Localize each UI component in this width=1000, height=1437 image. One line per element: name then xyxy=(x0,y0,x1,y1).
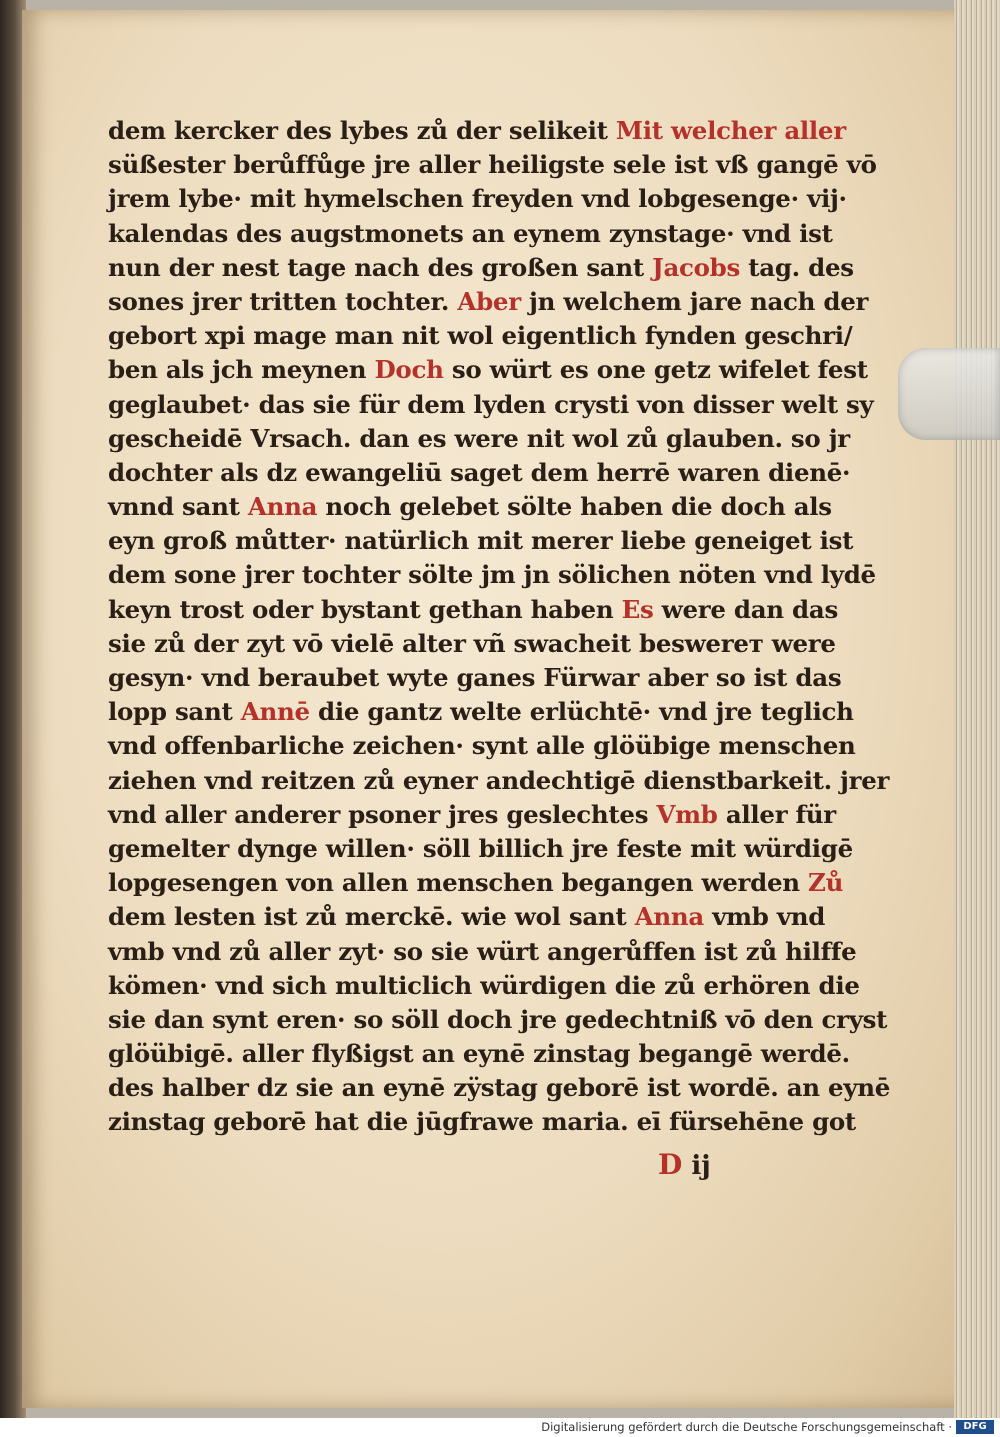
text-line: ben als jch meynen Doch so würt es one getz wifelet fest xyxy=(108,355,868,385)
text-line: vnd aller anderer psoner jres geslechtes Vmb aller für xyxy=(108,799,836,829)
dfg-logo: DFG xyxy=(956,1420,994,1434)
text-line: kömen· vnd sich multiclich würdigen die zů erhören die xyxy=(108,970,860,1000)
text-line: vnd offenbarliche zeichen· synt alle glöübige menschen xyxy=(108,731,856,761)
text-line: dem sone jrer tochter sölte jm jn sölichen nöten vnd lydē xyxy=(108,560,876,590)
text-line: süßester berůffůge jre aller heiligste sele ist vß gangē vō xyxy=(108,150,877,180)
text-line: geglaubet· das sie für dem lyden crysti von disser welt sy xyxy=(108,389,874,419)
text-line: sones jrer tritten tochter. Aber jn welchem jare nach der xyxy=(108,286,869,316)
text-line: sie zů der zyt vō vielē alter vñ swacheit beswerет were xyxy=(108,628,836,658)
page-stack-edge xyxy=(954,0,1000,1418)
text-line: vnnd sant Anna noch gelebet sölte haben die doch als xyxy=(108,492,832,522)
page-clip xyxy=(898,348,1000,440)
text-line: lopp sant Annē die gantz welte erlüchtē· vnd jre teglich xyxy=(108,697,854,727)
rubric-word: Anna xyxy=(634,902,704,932)
text-line: gemelter dynge willen· söll billich jre feste mit würdigē xyxy=(108,833,853,863)
rubric-word: Vmb xyxy=(656,799,718,829)
signature-number: ij xyxy=(682,1151,711,1181)
text-line: ziehen vnd reitzen zů eyner andechtigē dienstbarkeit. jrer xyxy=(108,765,890,795)
rubric-word: Zů xyxy=(808,868,844,898)
rubric-word: Es xyxy=(621,594,654,624)
rubric-word: Annē xyxy=(240,697,310,727)
rubric-word: Jacobs xyxy=(652,252,741,282)
signature-letter: D xyxy=(658,1148,683,1181)
page-text-block xyxy=(108,114,891,1140)
funding-credit: Digitalisierung gefördert durch die Deutsche Forschungsgemeinschaft · xyxy=(541,1420,952,1434)
text-line: kalendas des augstmonets an eynem zynstage· vnd ist xyxy=(108,218,833,248)
text-line: des halber dz sie an eynē zÿstag geborē ist wordē. an eynē xyxy=(108,1073,891,1103)
text-line: jrem lybe· mit hymelschen freyden vnd lobgesenge· vij· xyxy=(108,184,847,214)
footer-bar xyxy=(0,1418,1000,1437)
text-line: eyn groß můtter· natürlich mit merer liebe geneiget ist xyxy=(108,526,854,556)
signature-mark xyxy=(658,1148,711,1181)
rubric-word: Mit welcher aller xyxy=(615,116,846,145)
text-line: lopgesengen von allen menschen begangen werden Zů xyxy=(108,868,844,898)
rubric-word: Anna xyxy=(247,492,318,522)
text-line: keyn trost oder bystant gethan haben Es were dan das xyxy=(108,594,838,624)
rubric-word: Aber xyxy=(457,286,521,316)
text-line: gebort xpi mage man nit wol eigentlich fynden geschri/ xyxy=(108,321,853,351)
text-line: glöübigē. aller flyßigst an eynē zinstag begangē werdē. xyxy=(108,1039,850,1069)
rubric-word: Doch xyxy=(374,355,444,385)
text-line: gescheidē Vrsach. dan es were nit wol zů glauben. so jr xyxy=(108,423,850,453)
text-line: zinstag geborē hat die jūgfrawe maria. eī fürsehēne got xyxy=(108,1107,856,1137)
text-line: gesyn· vnd beraubet wyte ganes Fürwar aber so ist das xyxy=(108,663,842,692)
text-line: nun der nest tage nach des großen sant Jacobs tag. des xyxy=(108,252,854,282)
text-line: sie dan synt eren· so söll doch jre gedechtniß vō den cryst xyxy=(108,1004,888,1034)
text-line: dochter als dz ewangeliū saget dem herrē waren dienē· xyxy=(108,457,851,487)
text-line: dem lesten ist zů merckē. wie wol sant Anna vmb vnd xyxy=(108,902,826,932)
text-line: dem kercker des lybes zů der selikeit Mit welcher aller xyxy=(108,116,846,145)
text-line: vmb vnd zů aller zyt· so sie würt angerůffen ist zů hilffe xyxy=(108,936,857,966)
